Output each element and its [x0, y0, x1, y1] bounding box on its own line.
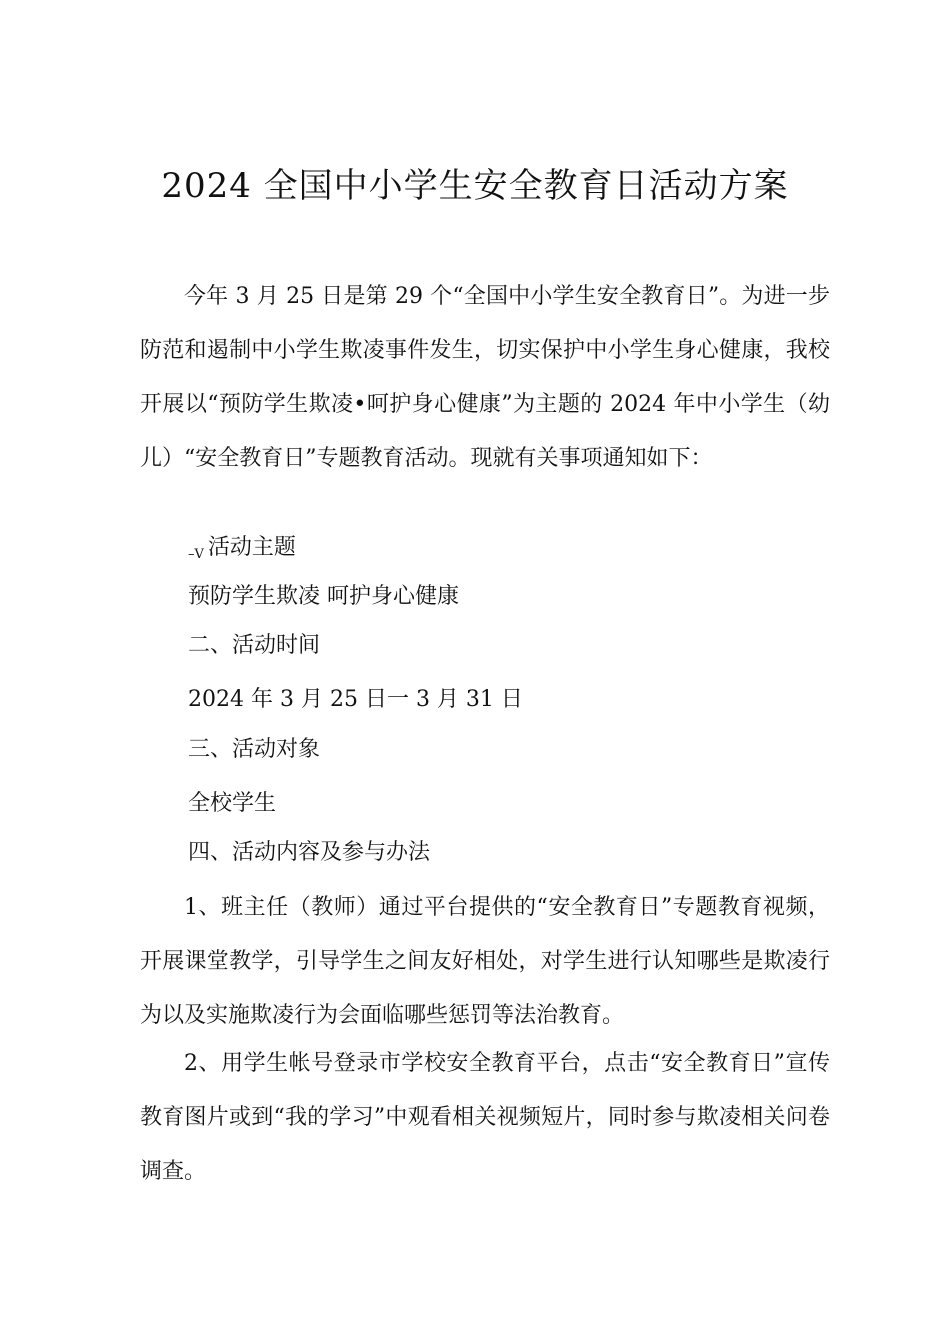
section-2-heading: 二、活动时间 — [188, 633, 321, 658]
section-3-heading: 三、活动对象 — [188, 737, 321, 762]
section-2-content: 2024 年 3 月 25 日一 3 月 31 日 — [188, 687, 523, 712]
section-1-heading-text: 活动主题 — [207, 535, 296, 560]
section-3-content: 全校学生 — [188, 791, 277, 816]
section-1-marker: –V — [188, 547, 204, 562]
section-1-heading — [188, 528, 838, 575]
document-title: 2024 全国中小学生安全教育日活动方案 — [161, 166, 789, 206]
item-2-paragraph: 2、用学生帐号登录市学校安全教育平台，点击“安全教育日”宣传教育图片或到“我的学习”中观看相关视频短片，同时参与欺凌相关问卷调查。 — [140, 1051, 830, 1184]
item-1-paragraph: 1、班主任（教师）通过平台提供的“安全教育日”专题教育视频，开展课堂教学，引导学生之间友好相处，对学生进行认知哪些是欺凌行为以及实施欺凌行为会面临哪些惩罚等法治教育。 — [140, 895, 830, 1028]
section-4-heading: 四、活动内容及参与办法 — [188, 840, 431, 865]
intro-paragraph: 今年 3 月 25 日是第 29 个“全国中小学生安全教育日”。为进一步防范和遏制中小学生欺凌事件发生，切实保护中小学生身心健康，我校开展以“预防学生欺凌•呵护身心健康”为主题的 2024 年中小学生（幼儿）“安全教育日”专题教育活动。现就有关事项通知如下： — [140, 284, 830, 471]
section-1-content: 预防学生欺凌 呵护身心健康 — [188, 584, 459, 609]
